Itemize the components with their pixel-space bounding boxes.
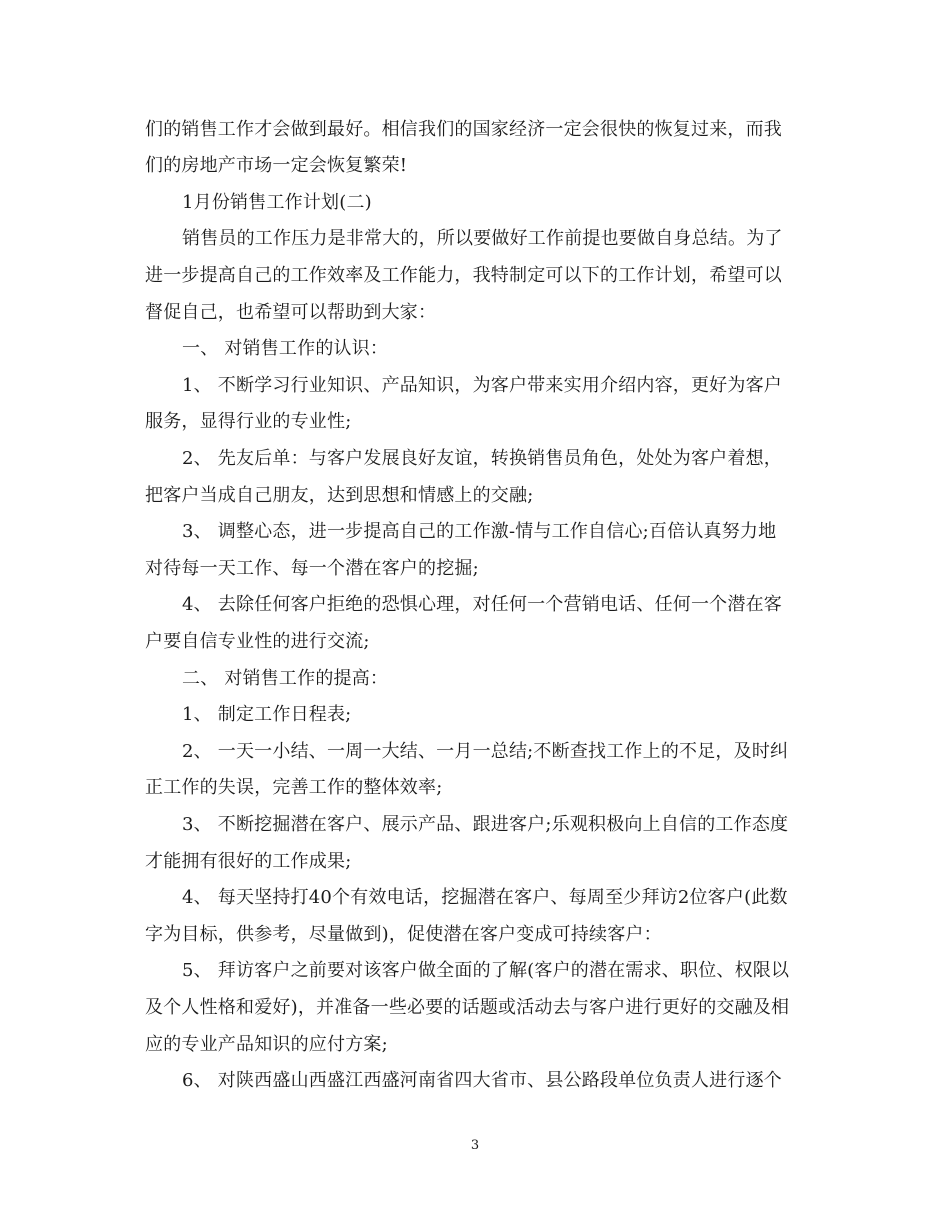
text-line: 正工作的失误，完善工作的整体效率;	[145, 777, 443, 798]
list-item: 3、 调整心态，进一步提高自己的工作激-情与工作自信心;百倍认真努力地	[182, 521, 777, 542]
section-heading: 1月份销售工作计划(二)	[182, 192, 372, 213]
list-item: 3、 不断挖掘潜在客户、展示产品、跟进客户;乐观积极向上自信的工作态度	[182, 814, 789, 835]
section-heading: 一、 对销售工作的认识：	[182, 338, 389, 359]
list-item: 2、 先友后单：与客户发展良好友谊，转换销售员角色，处处为客户着想，	[182, 448, 782, 469]
list-item: 1、 制定工作日程表;	[182, 704, 352, 725]
text-line: 对待每一天工作、每一个潜在客户的挖掘;	[145, 558, 479, 579]
list-item: 6、 对陕西盛山西盛江西盛河南省四大省市、县公路段单位负责人进行逐个	[182, 1070, 782, 1091]
text-line: 销售员的工作压力是非常大的，所以要做好工作前提也要做自身总结。为了	[182, 228, 783, 249]
text-line: 服务，显得行业的专业性;	[145, 411, 352, 432]
text-line: 及个人性格和爱好)，并准备一些必要的话题或活动去与客户进行更好的交融及相	[145, 997, 790, 1018]
text-line: 字为目标，供参考，尽量做到)，促使潜在客户变成可持续客户：	[145, 924, 662, 945]
list-item: 5、 拜访客户之前要对该客户做全面的了解(客户的潜在需求、职位、权限以	[182, 960, 790, 981]
page-number: 3	[470, 1138, 480, 1153]
text-line: 们的房地产市场一定会恢复繁荣!	[145, 155, 408, 176]
section-heading: 二、 对销售工作的提高：	[182, 668, 389, 689]
list-item: 2、 一天一小结、一周一大结、一月一总结;不断查找工作上的不足，及时纠	[182, 741, 789, 762]
text-line: 督促自己，也希望可以帮助到大家：	[145, 302, 437, 323]
text-line: 把客户当成自己朋友，达到思想和情感上的交融;	[145, 485, 534, 506]
list-item: 1、 不断学习行业知识、产品知识，为客户带来实用介绍内容，更好为客户	[182, 375, 782, 396]
text-line: 们的销售工作才会做到最好。相信我们的国家经济一定会很快的恢复过来，而我	[145, 119, 782, 140]
text-line: 户要自信专业性的进行交流;	[145, 631, 370, 652]
text-line: 应的专业产品知识的应付方案;	[145, 1034, 388, 1055]
text-line: 才能拥有很好的工作成果;	[145, 851, 352, 872]
list-item: 4、 每天坚持打40个有效电话，挖掘潜在客户、每周至少拜访2位客户(此数	[182, 887, 788, 908]
text-line: 进一步提高自己的工作效率及工作能力，我特制定可以下的工作计划，希望可以	[145, 265, 782, 286]
list-item: 4、 去除任何客户拒绝的恐惧心理，对任何一个营销电话、任何一个潜在客	[182, 594, 782, 615]
